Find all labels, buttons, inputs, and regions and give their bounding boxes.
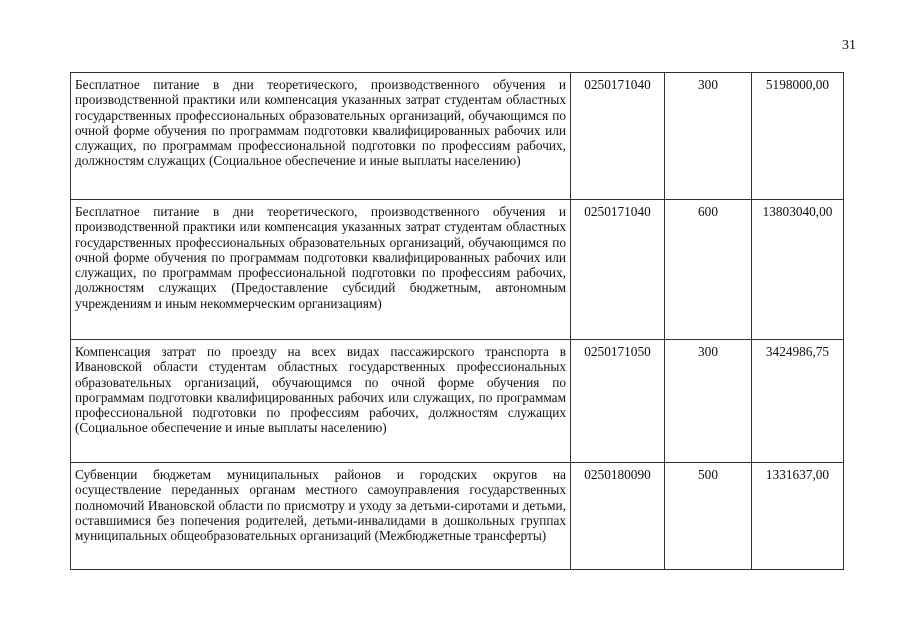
row-target-code: 0250171050: [571, 340, 665, 463]
row-expense-type: 600: [665, 200, 752, 340]
budget-table: [70, 72, 844, 570]
table-row: [71, 73, 844, 200]
row-amount: 5198000,00: [752, 73, 844, 200]
row-target-code: 0250180090: [571, 463, 665, 570]
row-amount: 13803040,00: [752, 200, 844, 340]
row-expense-type: 300: [665, 73, 752, 200]
row-description: Бесплатное питание в дни теоретического, производственного обучения и производственной практики или компенсация указанных затрат студентам областных государственных профессиональных образовательных организаций, обучающимся по очной форме обучения по программам подготовки квалифицированных рабочих или служащих, по программам профессиональной подготовки по профессиям рабочих, должностям служащих (Предоставление субсидий бюджетным, автономным учреждениям и иным некоммерческим организациям): [71, 200, 571, 340]
row-target-code: 0250171040: [571, 200, 665, 340]
row-description: Бесплатное питание в дни теоретического, производственного обучения и производственной практики или компенсация указанных затрат студентам областных государственных профессиональных образовательных организаций, обучающимся по очной форме обучения по программам подготовки квалифицированных рабочих или служащих, по программам профессиональной подготовки по профессиям рабочих, должностям служащих (Социальное обеспечение и иные выплаты населению): [71, 73, 571, 200]
row-amount: 1331637,00: [752, 463, 844, 570]
row-description: Компенсация затрат по проезду на всех видах пассажирского транспорта в Ивановской области студентам областных государственных профессиональных образовательных организаций, обучающимся по очной форме обучения по программам подготовки квалифицированных рабочих или служащих, по программам профессиональной подготовки по профессиям рабочих, должностям служащих (Социальное обеспечение и иные выплаты населению): [71, 340, 571, 463]
table-row: [71, 463, 844, 570]
row-expense-type: 500: [665, 463, 752, 570]
page-number: 31: [842, 38, 856, 53]
table-row: [71, 200, 844, 340]
table-row: [71, 340, 844, 463]
row-description: Субвенции бюджетам муниципальных районов и городских округов на осуществление переданных органам местного самоуправления государственных полномочий Ивановской области по присмотру и уходу за детьми-сиротами и детьми, оставшимися без попечения родителей, детьми-инвалидами в дошкольных группах муниципальных общеобразовательных организаций (Межбюджетные трансферты): [71, 463, 571, 570]
row-target-code: 0250171040: [571, 73, 665, 200]
row-amount: 3424986,75: [752, 340, 844, 463]
row-expense-type: 300: [665, 340, 752, 463]
